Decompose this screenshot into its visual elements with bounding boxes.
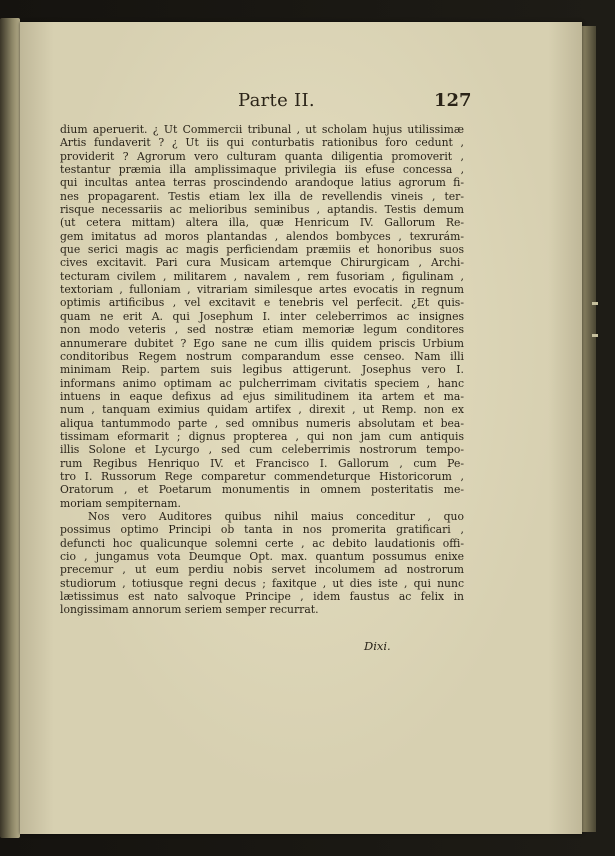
text-line: informans animo optimam ac pulcherrimam civitatis speciem , hanc [60, 376, 464, 390]
book-page [20, 22, 582, 834]
body-text [60, 123, 464, 617]
text-line: Artis fundaverit ? ¿ Ut iis qui conturbatis rationibus foro cedunt , [60, 136, 464, 150]
text-line: que serici magis ac magis perficiendam præmiis et honoribus suos [60, 243, 464, 257]
text-line: quam ne erit A. qui Josephum I. inter celeberrimos ac insignes [60, 309, 464, 323]
text-line: minimam Reip. partem suis legibus attigerunt. Josephus vero I. [60, 363, 464, 377]
text-line: lætissimus est nato salvoque Principe , idem faustus ac felix in [60, 590, 464, 604]
text-line: aliqua tantummodo parte , sed omnibus numeris absolutam et bea- [60, 416, 464, 430]
text-line: tecturam civilem , militarem , navalem , rem fusoriam , figulinam , [60, 269, 464, 283]
text-line: qui incultas antea terras proscindendo arandoque latius agrorum fi- [60, 176, 464, 190]
edge-mark [592, 302, 598, 305]
text-line: providerit ? Agrorum vero culturam quanta diligentia promoverit , [60, 149, 464, 163]
text-line: tissimam eformarit ; dignus propterea , qui non jam cum antiquis [60, 429, 464, 443]
text-line: nes propagarent. Testis etiam lex illa de revellendis vineis , ter- [60, 189, 464, 203]
text-line: testantur præmia illa amplissimaque privilegia iis efuse concessa , [60, 163, 464, 177]
signature: Dixi. [364, 639, 391, 653]
text-line: optimis artificibus , vel excitavit e tenebris vel perfecit. ¿Et quis- [60, 296, 464, 310]
text-line: precemur , ut eum perdiu nobis servet incolumem ad nostrorum [60, 563, 464, 577]
text-line: defuncti hoc qualicunque solemni certe , ac debito laudationis offi- [60, 536, 464, 550]
text-line: Oratorum , et Poetarum monumentis in omnem posteritatis me- [60, 483, 464, 497]
text-line: rum Regibus Henriquo IV. et Francisco I. Gallorum , cum Pe- [60, 456, 464, 470]
page-number: 127 [434, 90, 472, 111]
running-head [20, 86, 582, 126]
text-line: gem imitatus ad moros plantandas , alendos bombyces , texrurám- [60, 229, 464, 243]
text-line: moriam sempiternam. [60, 496, 181, 510]
text-line: illis Solone et Lycurgo , sed cum celeberrimis nostrorum tempo- [60, 443, 464, 457]
text-line: Nos vero Auditores quibus nihil maius conceditur , quo [88, 509, 464, 523]
text-line: cio , jungamus vota Deumque Opt. max. quantum possumus enixe [60, 550, 464, 563]
text-line: annumerare dubitet ? Ego sane ne cum illis quidem priscis Urbium [60, 336, 464, 350]
text-line: longissimam annorum seriem semper recurrat. [60, 603, 319, 617]
running-title: Parte II. [238, 90, 315, 111]
text-line: intuens in eaque defixus ad ejus similitudinem ita artem et ma- [60, 389, 464, 403]
text-line: num , tanquam eximius quidam artifex , direxit , ut Remp. non ex [60, 403, 464, 417]
paragraphs [60, 123, 464, 617]
text-line: cives excitavit. Pari cura Musicam artemque Chirurgicam , Archi- [60, 256, 464, 270]
text-line: (ut cetera mittam) altera illa, quæ Henricum IV. Gallorum Re- [60, 216, 464, 230]
text-line: possimus optimo Principi ob tanta in nos promerita gratificari , [60, 523, 464, 537]
facing-page-edge [0, 18, 20, 838]
page-stack-edge [582, 26, 596, 832]
text-line: dium aperuerit. ¿ Ut Commercii tribunal , ut scholam hujus utilissimæ [60, 123, 464, 136]
paragraph [60, 123, 464, 510]
text-line: risque necessariis ac melioribus seminibus , aptandis. Testis demum [60, 203, 464, 217]
text-line: studiorum , totiusque regni decus ; faxitque , ut dies iste , qui nunc [60, 576, 464, 590]
text-line: conditoribus Regem nostrum comparandum esse censeo. Nam illi [60, 349, 464, 363]
text-line: non modo veteris , sed nostræ etiam memoriæ legum conditores [60, 323, 464, 337]
text-line: tro I. Russorum Rege comparetur commendeturque Historicorum , [60, 469, 464, 483]
text-line: textoriam , fulloniam , vitrariam similesque artes evocatis in regnum [60, 283, 464, 297]
paragraph [60, 510, 464, 617]
edge-mark [592, 334, 598, 337]
